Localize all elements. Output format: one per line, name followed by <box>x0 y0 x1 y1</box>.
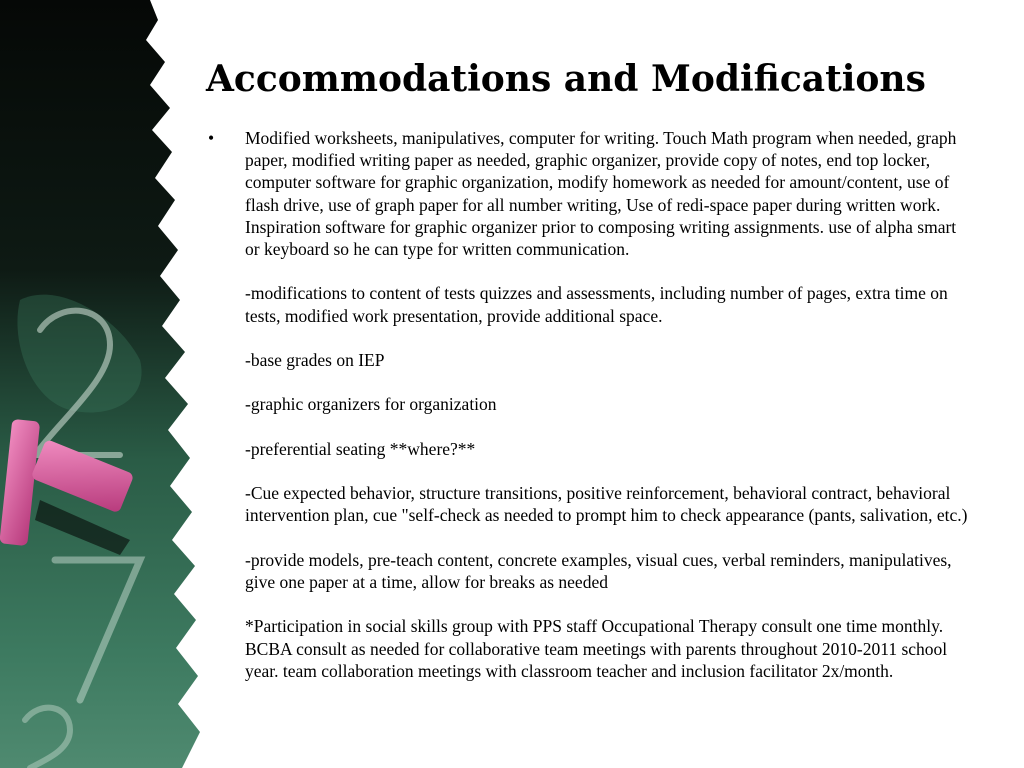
bullet-body <box>245 127 970 682</box>
slide-title: Accommodations and Modifications <box>206 58 926 100</box>
bullet-item <box>208 127 978 682</box>
paragraph-grades: -base grades on IEP <box>245 350 385 370</box>
paragraph-test-modifications: -modifications to content of tests quizzes and assessments, including number of pages, extra time on tests, modified work presentation, provide additional space. <box>245 283 948 326</box>
paragraph-accommodations-list: Modified worksheets, manipulatives, computer for writing. Touch Math program when needed, graph paper, modified writing paper as needed, graphic organizer, provide copy of notes, end top locker, computer software for graphic organization, modify homework as needed for amount/content, use of flash drive, use of graph paper for all number writing, Use of redi-space paper during written work. Inspiration software for graphic organizer prior to composing writing assignments. use of alpha smart or keyboard so he can type for written communication. <box>245 128 957 260</box>
slide-content <box>208 127 978 682</box>
paragraph-services: *Participation in social skills group with PPS staff Occupational Therapy consult one time monthly. BCBA consult as needed for collaborative team meetings with parents throughout 2010-2011 school year. team collaboration meetings with classroom teacher and inclusion facilitator 2x/month. <box>245 616 948 681</box>
paragraph-behavior: -Cue expected behavior, structure transitions, positive reinforcement, behavioral contract, behavioral intervention plan, cue "self-check as needed to prompt him to check appearance (pants, salivation, etc.) <box>245 483 968 526</box>
paragraph-graphic-organizers: -graphic organizers for organization <box>245 394 497 415</box>
paragraph-instruction-supports: -provide models, pre-teach content, concrete examples, visual cues, verbal reminders, manipulatives, give one paper at a time, allow for breaks as needed <box>245 549 952 592</box>
chalkboard-decoration <box>0 0 200 768</box>
paragraph-seating: -preferential seating **where?** <box>245 438 476 459</box>
bullet-marker: • <box>208 128 215 148</box>
